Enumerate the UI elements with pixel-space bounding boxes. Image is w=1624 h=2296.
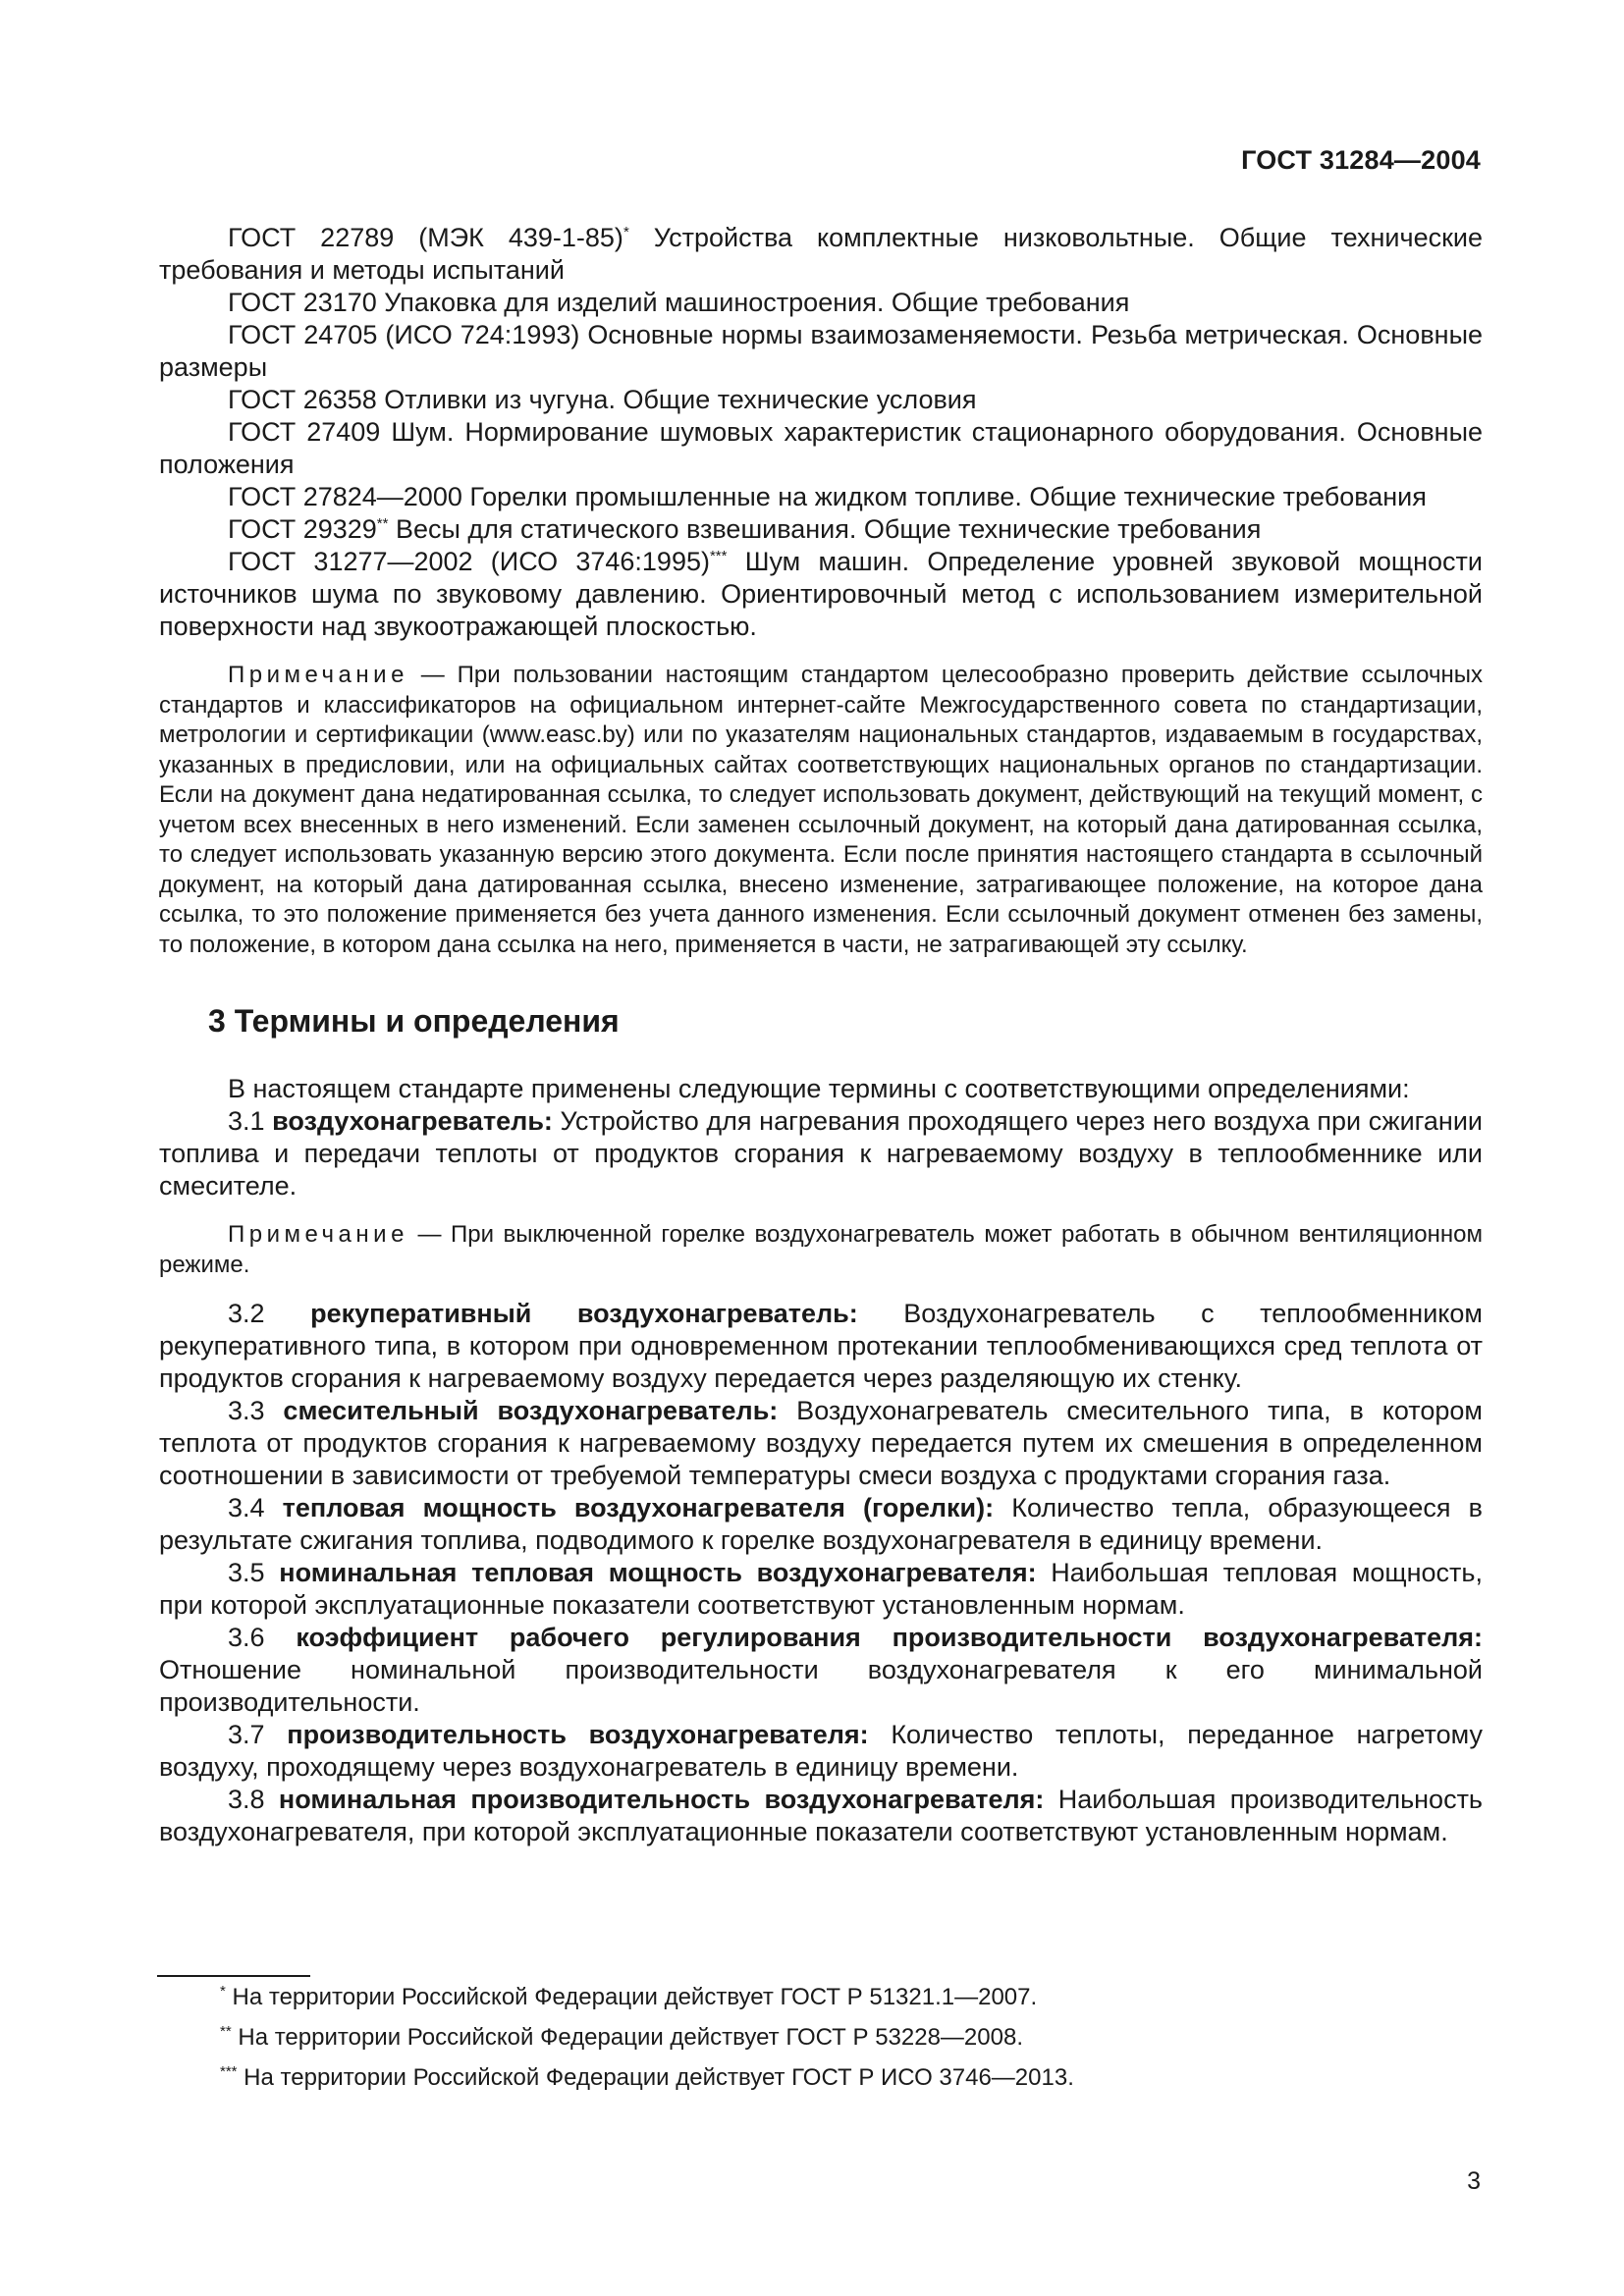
reference-item: ГОСТ 27409 Шум. Нормирование шумовых характеристик стационарного оборудования. Основные положения [159,417,1483,479]
reference-item: ГОСТ 22789 (МЭК 439-1-85)* Устройства комплектные низковольтные. Общие технические требования и методы испытаний [159,223,1483,285]
reference-item: ГОСТ 29329** Весы для статического взвешивания. Общие технические требования [228,514,1262,544]
reference-item: ГОСТ 23170 Упаковка для изделий машиностроения. Общие требования [228,288,1130,317]
footnote-divider [157,1975,310,1977]
reference-item: ГОСТ 31277—2002 (ИСО 3746:1995)*** Шум машин. Определение уровней звуковой мощности источников шума по звуковому давлению. Ориентировочный метод с использованием измерительной поверхности над звукоотражающей плоскостью. [159,547,1483,641]
references-list [159,222,1483,643]
section-3-intro: В настоящем стандарте применены следующие термины с соответствующими определениями: [228,1074,1410,1103]
term-definition: 3.5 номинальная тепловая мощность воздухонагревателя: Наибольшая тепловая мощность, при которой эксплуатационные показатели соответствуют установленным нормам. [159,1558,1483,1620]
standard-id-header: ГОСТ 31284—2004 [1241,145,1481,175]
reference-item: ГОСТ 26358 Отливки из чугуна. Общие технические условия [228,385,977,414]
term-definition: 3.8 номинальная производительность воздухонагревателя: Наибольшая производительность воздухонагревателя, при которой эксплуатационные показатели соответствуют установленным нормам. [159,1785,1483,1846]
term-definition: 3.4 тепловая мощность воздухонагревателя (горелки): Количество тепла, образующееся в результате сжигания топлива, подводимого к горелке воздухонагревателя в единицу времени. [159,1493,1483,1555]
footnote-item: * На территории Российской Федерации действует ГОСТ Р 51321.1—2007. [220,1983,1038,2010]
term-definition: 3.7 производительность воздухонагревателя: Количество теплоты, переданное нагретому воздуху, проходящему через воздухонагреватель в единицу времени. [159,1720,1483,1782]
note-label: Примечание [228,662,408,688]
term-definition: 3.3 смесительный воздухонагреватель: Воздухонагреватель смесительного типа, в котором теплота от продуктов сгорания к нагреваемому воздуху передается путем их смешения в определенном соотношении в зависимости от требуемой температуры смеси воздуха с продуктами сгорания газа. [159,1396,1483,1490]
reference-item: ГОСТ 27824—2000 Горелки промышленные на жидком топливе. Общие технические требования [228,482,1427,511]
page-content [159,222,1483,1848]
term-definition: 3.2 рекуперативный воздухонагреватель: Воздухонагреватель с теплообменником рекуперативного типа, в котором при одновременном протекании теплообменивающихся сред теплота от продуктов сгорания к нагреваемому воздуху передается через разделяющую их стенку. [159,1299,1483,1393]
term-definition: 3.6 коэффициент рабочего регулирования производительности воздухонагревателя: Отношение номинальной производительности воздухонагревателя к его минимальной производительности. [159,1623,1483,1717]
page-number: 3 [1467,2167,1481,2195]
section-3-heading: 3 Термины и определения [208,1003,620,1039]
references-note: Примечание — При пользовании настоящим стандартом целесообразно проверить действие ссылочных стандартов и классификаторов на официальном интернет-сайте Межгосударственного совета по стандартизации, метрологии и сертификации (www.easc.by) или по указателям национальных стандартов, издаваемым в государствах, указанных в предисловии, или на официальных сайтах соответствующих национальных органов по стандартизации. Если на документ дана недатированная ссылка, то следует использовать документ, действующий на текущий момент, с учетом всех внесенных в него изменений. Если заменен ссылочный документ, на который дана датированная ссылка, то следует использовать указанную версию этого документа. Если после принятия настоящего стандарта в ссылочный документ, на который дана датированная ссылка, внесено изменение, затрагивающее положение, на которое дана ссылка, то это положение применяется без учета данного изменения. Если ссылочный документ отменен без замены, то положение, в котором дана ссылка на него, применяется в части, не затрагивающей эту ссылку. [159,662,1483,958]
reference-item: ГОСТ 24705 (ИСО 724:1993) Основные нормы взаимозаменяемости. Резьба метрическая. Основные размеры [159,320,1483,382]
term-note: Примечание — При выключенной горелке воздухонагреватель может работать в обычном вентиляционном режиме. [159,1221,1483,1278]
note-label: Примечание [228,1221,408,1248]
footnote-item: *** На территории Российской Федерации действует ГОСТ Р ИСО 3746—2013. [220,2063,1074,2091]
footnotes [220,1983,1398,2104]
term-definition: 3.1 воздухонагреватель: Устройство для нагревания проходящего через него воздуха при сжигании топлива и передачи теплоты от продуктов сгорания к нагреваемому воздуху в теплообменнике или смесителе. [159,1106,1483,1201]
footnote-item: ** На территории Российской Федерации действует ГОСТ Р 53228—2008. [220,2023,1023,2051]
